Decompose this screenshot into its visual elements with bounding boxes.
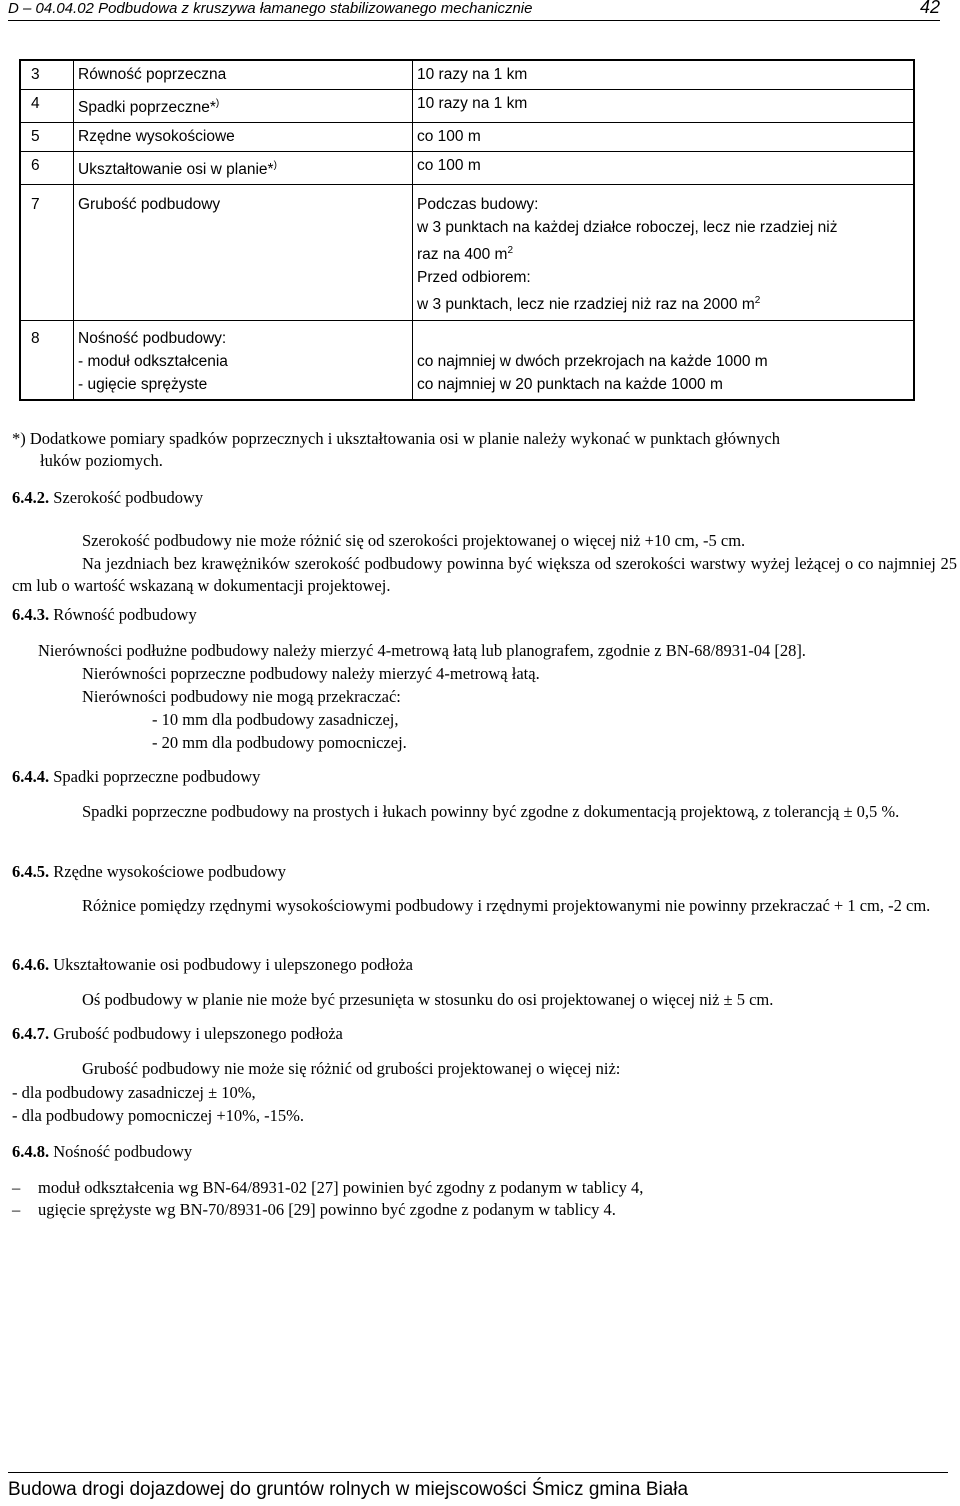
paragraph: Oś podbudowy w planie nie może być przesunięta w stosunku do osi projektowanej o więcej niż ± 5 cm. [82, 990, 774, 1009]
section-heading: 6.4.7. Grubość podbudowy i ulepszonego podłoża [12, 1024, 343, 1043]
page-footer [8, 1472, 948, 1503]
paragraph: Grubość podbudowy nie może się różnić od grubości projektowanej o więcej niż: [82, 1059, 621, 1078]
dash-bullet-icon: – [12, 1200, 21, 1220]
bullet-list [12, 1177, 942, 1222]
row-frequency: 10 razy na 1 km [413, 60, 915, 90]
paragraph: Nierówności podbudowy nie mogą przekraczać: [82, 687, 401, 706]
row-number: 5 [20, 123, 74, 152]
paragraph: Szerokość podbudowy nie może różnić się od szerokości projektowanej o więcej niż +10 cm, -5 cm. [82, 531, 746, 550]
paragraph: Spadki poprzeczne podbudowy na prostych i łukach powinny być zgodne z dokumentacją projektową, z tolerancją ± 0,5 %. [82, 802, 900, 821]
row-frequency: co 100 m [413, 152, 915, 185]
row-frequency: co najmniej w dwóch przekrojach na każde 1000 m co najmniej w 20 punktach na każde 1000 m [413, 320, 915, 400]
header-title: D – 04.04.02 Podbudowa z kruszywa łamanego stabilizowanego mechanicznie [8, 0, 533, 17]
row-name: Grubość podbudowy [74, 185, 413, 320]
list-item: - 20 mm dla podbudowy pomocniczej. [152, 733, 407, 752]
section-heading: 6.4.5. Rzędne wysokościowe podbudowy [12, 862, 287, 881]
table-row [20, 123, 914, 152]
list-item: - dla podbudowy zasadniczej ± 10%, [12, 1083, 256, 1102]
section-heading: 6.4.3. Równość podbudowy [12, 605, 197, 624]
table-row [20, 185, 914, 320]
row-frequency: Podczas budowy: w 3 punktach na każdej działce roboczej, lecz nie rzadziej niż raz na 400 $m^2$ Przed odbiorem: w 3 punktach, lecz nie rzadziej niż raz na 2000 $m^2$ [413, 185, 915, 320]
table-row [20, 60, 914, 90]
paragraph: Nierówności poprzeczne podbudowy należy mierzyć 4-metrową łatą. [82, 664, 540, 683]
table-footnote: *) Dodatkowe pomiary spadków poprzecznych i ukształtowania osi w planie należy wykonać w punktach głównych łuków poziomych. [12, 429, 780, 471]
list-item: – ugięcie sprężyste wg BN-70/8931-06 [29] powinno być zgodne z podanym w tablicy 4. [12, 1199, 942, 1221]
row-name: Rzędne wysokościowe [74, 123, 413, 152]
row-name: Równość poprzeczna [74, 60, 413, 90]
row-number: 7 [20, 185, 74, 320]
row-number: 6 [20, 152, 74, 185]
section-heading: 6.4.2. Szerokość podbudowy [12, 488, 204, 507]
table-row [20, 152, 914, 185]
section-heading: 6.4.4. Spadki poprzeczne podbudowy [12, 767, 261, 786]
row-name: Nośność podbudowy: - moduł odkształcenia - ugięcie sprężyste [74, 320, 413, 400]
page-number: 42 [919, 0, 940, 17]
row-number: 4 [20, 90, 74, 123]
row-number: 8 [20, 320, 74, 400]
paragraph: Na jezdniach bez krawężników szerokość podbudowy powinna być większa od szerokości warstwy wyżej leżącej o co najmniej 25 cm lub o wartość wskazaną w dokumentacji projektowej. [12, 554, 957, 596]
table-row [20, 320, 914, 400]
list-item: - dla podbudowy pomocniczej +10%, -15%. [12, 1106, 305, 1125]
dash-bullet-icon: – [12, 1178, 21, 1197]
row-name: Ukształtowanie osi w planie*) [74, 152, 413, 185]
table-row [20, 90, 914, 123]
list-item: – moduł odkształcenia wg BN-64/8931-02 [27] powinien być zgodny z podanym w tablicy 4, [12, 1177, 942, 1199]
paragraph: Różnice pomiędzy rzędnymi wysokościowymi podbudowy i rzędnymi projektowanymi nie powinny przekraczać + 1 cm, -2 cm. [82, 896, 931, 915]
paragraph: Nierówności podłużne podbudowy należy mierzyć 4-metrową łatą lub planografem, zgodnie z BN-68/8931-04 [28]. [38, 641, 806, 660]
footer-text: Budowa drogi dojazdowej do gruntów rolnych w miejscowości Śmicz gmina Biała [8, 1479, 689, 1500]
section-heading: 6.4.6. Ukształtowanie osi podbudowy i ulepszonego podłoża [12, 955, 413, 974]
row-name: Spadki poprzeczne*) [74, 90, 413, 123]
list-item: - 10 mm dla podbudowy zasadniczej, [152, 710, 399, 729]
row-frequency: co 100 m [413, 123, 915, 152]
row-number: 3 [20, 60, 74, 90]
frequency-table [19, 59, 915, 401]
page-header [8, 0, 940, 21]
section-heading: 6.4.8. Nośność podbudowy [12, 1142, 193, 1161]
row-frequency: 10 razy na 1 km [413, 90, 915, 123]
